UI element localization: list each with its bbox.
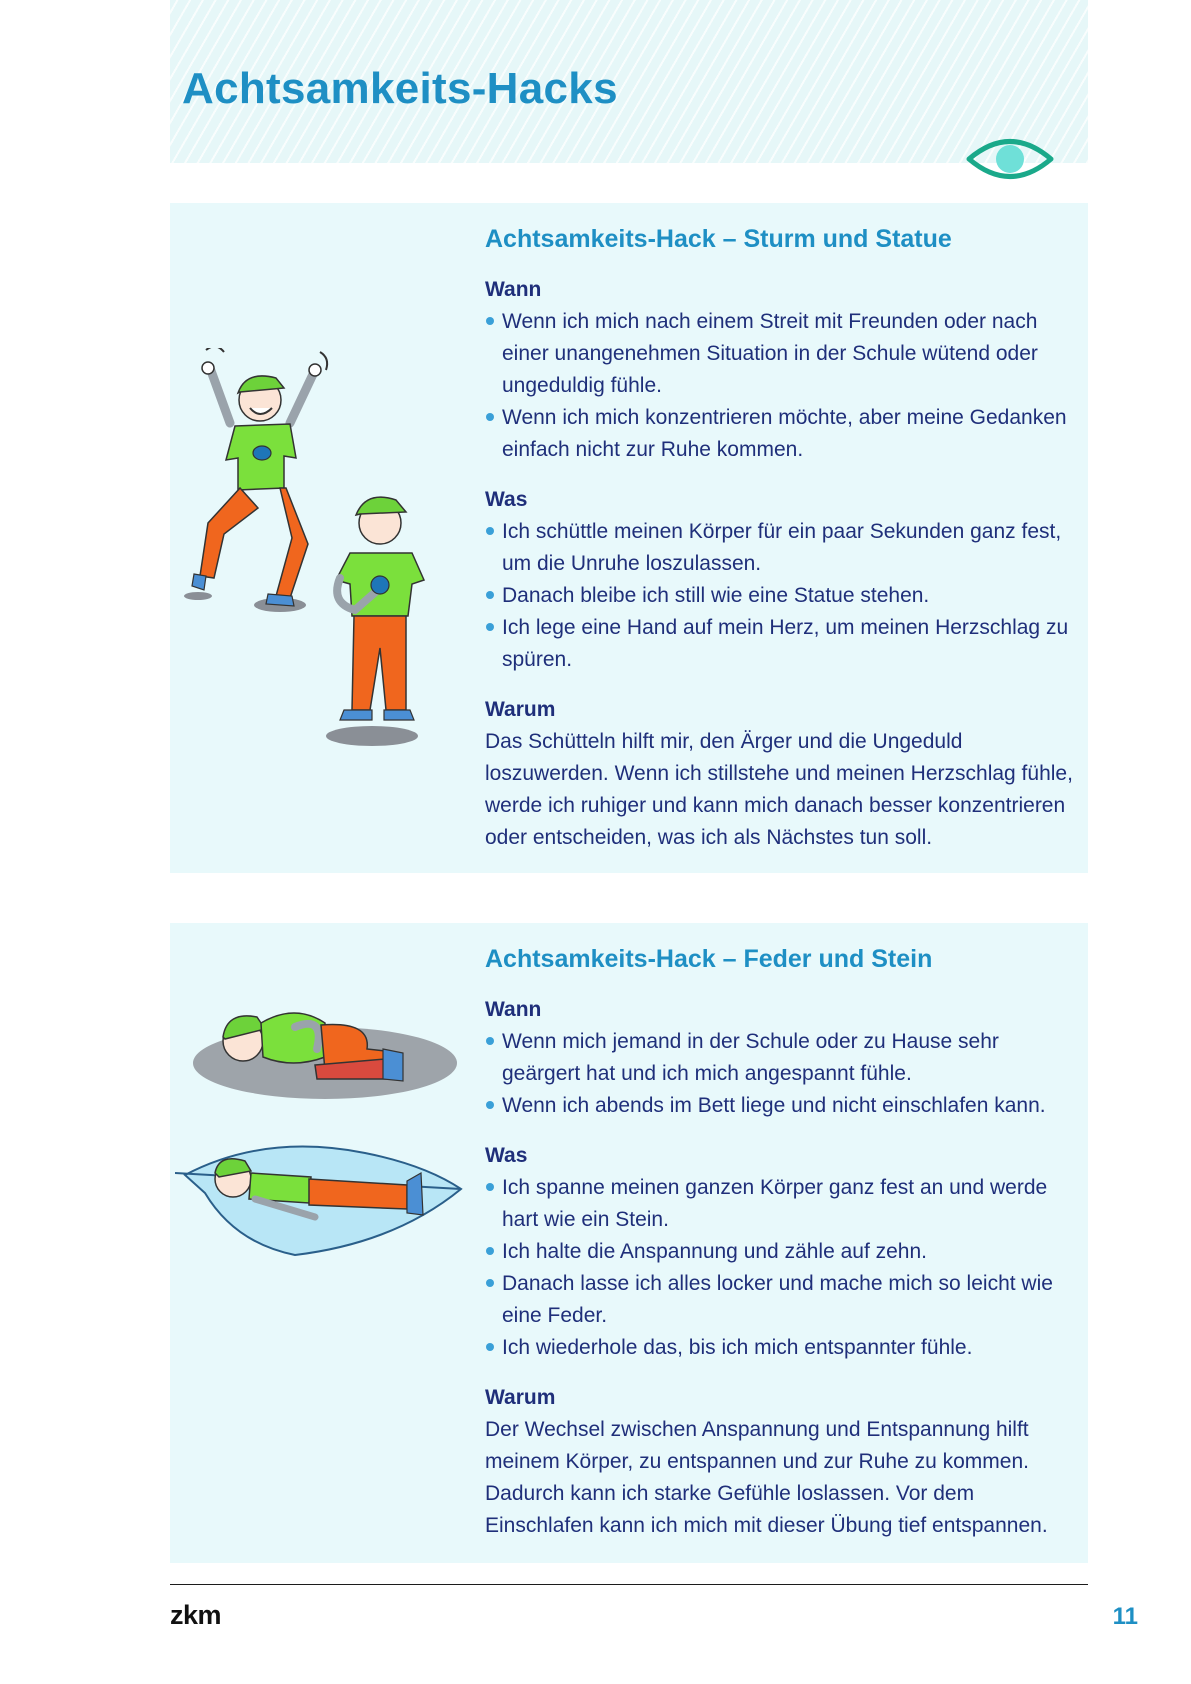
- page-number: 11: [1112, 1603, 1138, 1630]
- was-heading: Was: [485, 1144, 528, 1167]
- list-item: Ich wiederhole das, bis ich mich entspannter fühle.: [485, 1332, 1075, 1364]
- page-title: Achtsamkeits-Hacks: [182, 64, 618, 113]
- was-heading: Was: [485, 488, 528, 511]
- warum-section: [485, 1382, 1075, 1542]
- hack-title: Achtsamkeits-Hack – Feder und Stein: [485, 945, 933, 973]
- list-item: Wenn ich mich konzentrieren möchte, aber meine Gedanken einfach nicht zur Ruhe kommen.: [485, 402, 1075, 466]
- hack-text: [485, 945, 1075, 1560]
- wann-heading: Wann: [485, 998, 542, 1021]
- list-item: Ich halte die Anspannung und zähle auf zehn.: [485, 1236, 1075, 1268]
- wann-section: [485, 994, 1075, 1122]
- zkm-logo: zkm: [170, 1600, 222, 1630]
- list-item: Wenn ich abends im Bett liege und nicht einschlafen kann.: [485, 1090, 1075, 1122]
- hack-title: Achtsamkeits-Hack – Sturm und Statue: [485, 225, 952, 253]
- hack-card-feder-und-stein: [170, 923, 1088, 1563]
- list-item: Ich lege eine Hand auf mein Herz, um meinen Herzschlag zu spüren.: [485, 612, 1075, 676]
- was-list: [485, 1172, 1075, 1364]
- list-item: Danach bleibe ich still wie eine Statue stehen.: [485, 580, 1075, 612]
- warum-paragraph: Das Schütteln hilft mir, den Ärger und die Ungeduld loszuwerden. Wenn ich stillstehe und meinen Herzschlag fühle, werde ich ruhiger und kann mich danach besser konzentrieren oder entscheiden, was ich als Nächstes tun soll.: [485, 730, 1073, 849]
- hack-text: [485, 225, 1075, 872]
- warum-paragraph: Der Wechsel zwischen Anspannung und Entspannung hilft meinem Körper, zu entspannen und zur Ruhe zu kommen. Dadurch kann ich starke Gefühle loslassen. Vor dem Einschlafen kann ich mich mit dieser Übung tief entspannen.: [485, 1418, 1048, 1537]
- list-item: Danach lasse ich alles locker und mache mich so leicht wie eine Feder.: [485, 1268, 1075, 1332]
- wann-list: [485, 306, 1075, 466]
- list-item: Ich spanne meinen ganzen Körper ganz fest an und werde hart wie ein Stein.: [485, 1172, 1075, 1236]
- list-item: Wenn ich mich nach einem Streit mit Freunden oder nach einer unangenehmen Situation in der Schule wütend oder ungeduldig fühle.: [485, 306, 1075, 402]
- was-section: [485, 1140, 1075, 1364]
- wann-heading: Wann: [485, 278, 542, 301]
- shaking-and-statue-children-illustration: [180, 348, 460, 748]
- warum-section: [485, 694, 1075, 854]
- was-list: [485, 516, 1075, 676]
- footer-rule: [170, 1584, 1088, 1585]
- warum-heading: Warum: [485, 1386, 556, 1409]
- wann-section: [485, 274, 1075, 466]
- wann-list: [485, 1026, 1075, 1122]
- stone-and-feather-child-illustration: [175, 993, 475, 1293]
- list-item: Wenn mich jemand in der Schule oder zu Hause sehr geärgert hat und ich mich angespannt fühle.: [485, 1026, 1075, 1090]
- eye-icon: [965, 130, 1055, 188]
- warum-heading: Warum: [485, 698, 556, 721]
- was-section: [485, 484, 1075, 676]
- hack-card-sturm-und-statue: [170, 203, 1088, 873]
- list-item: Ich schüttle meinen Körper für ein paar Sekunden ganz fest, um die Unruhe loszulassen.: [485, 516, 1075, 580]
